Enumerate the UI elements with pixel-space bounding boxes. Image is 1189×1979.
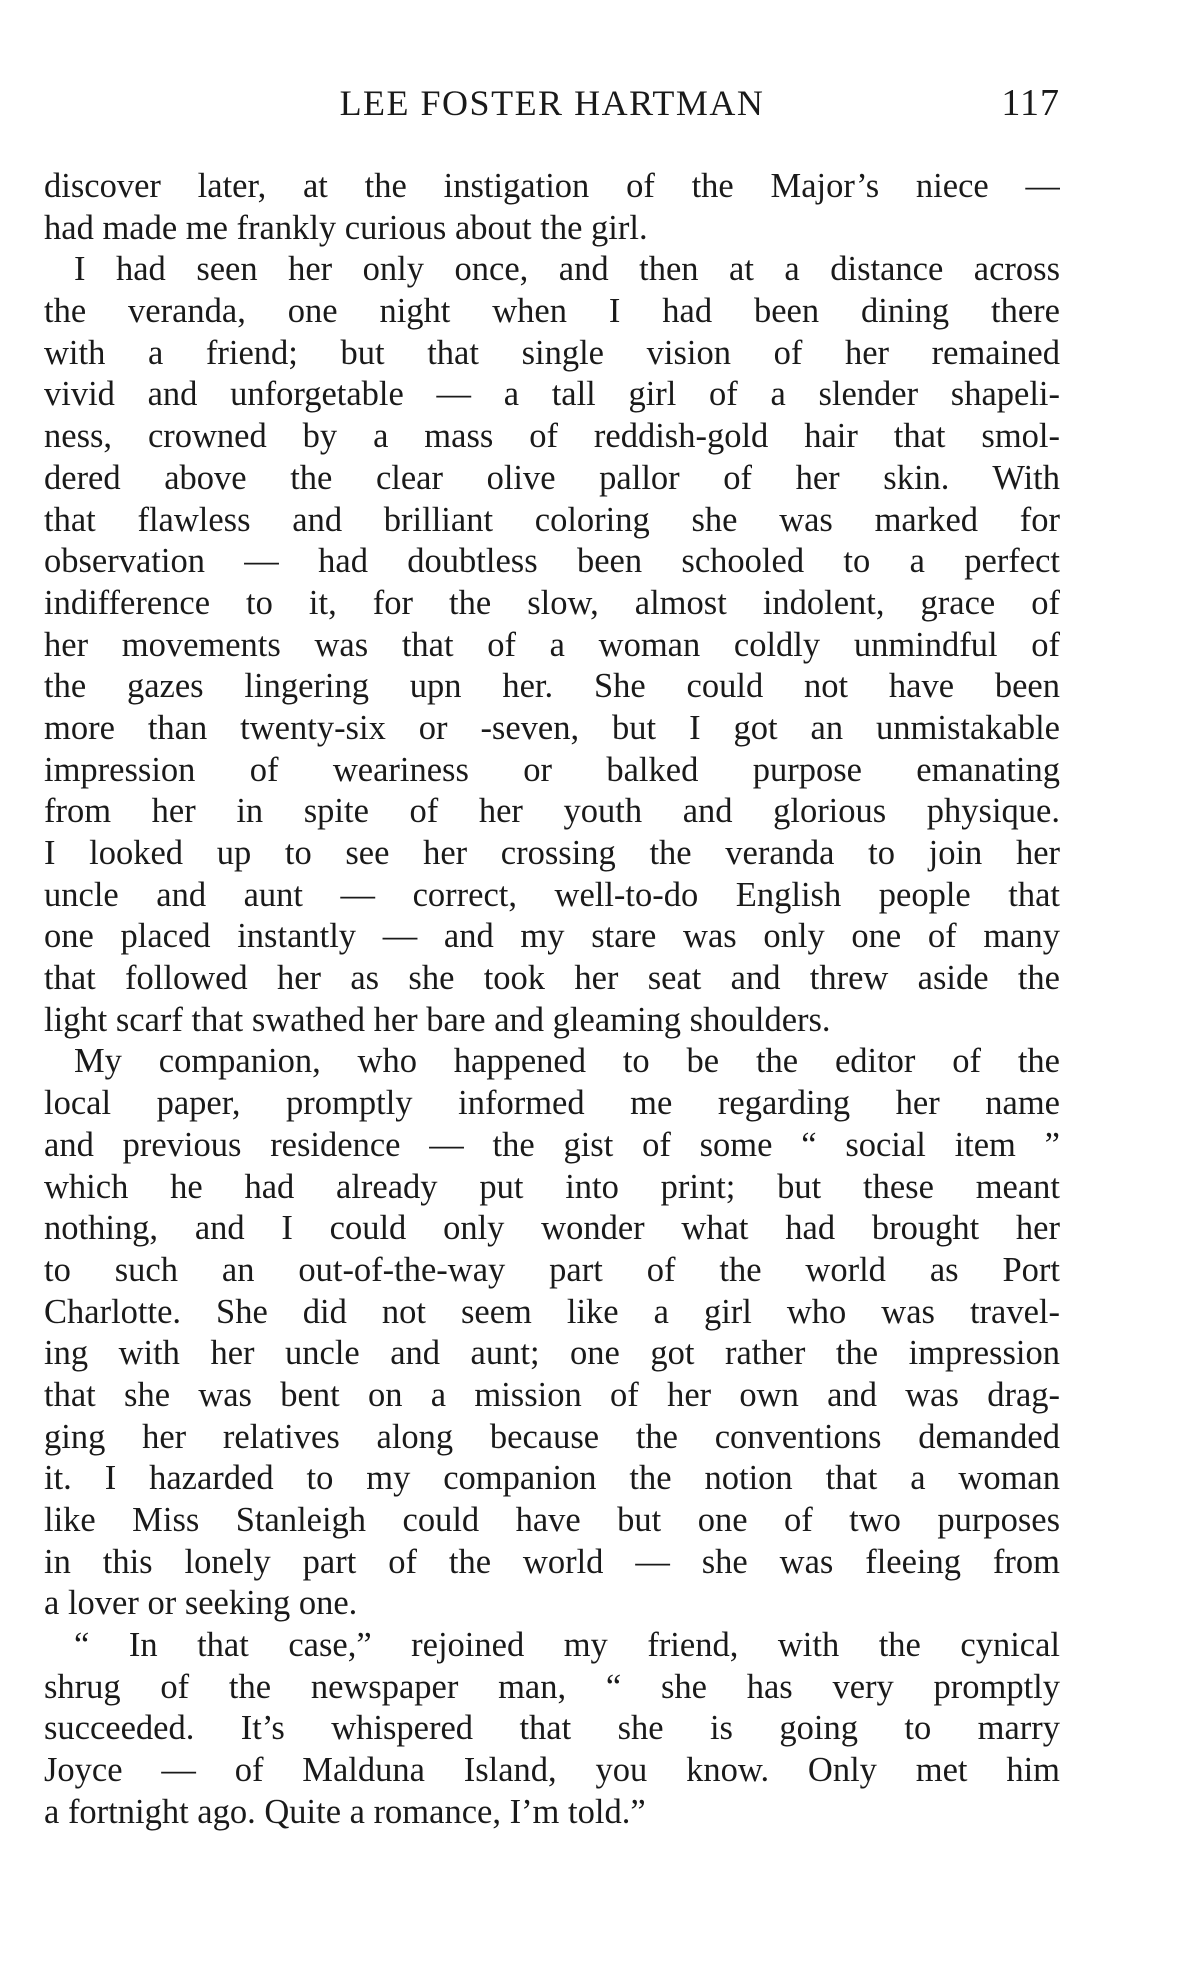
text-line: local paper, promptly informed me regarding her name bbox=[44, 1084, 1060, 1123]
running-title: LEE FOSTER HARTMAN bbox=[339, 83, 765, 123]
text-line: the gazes lingering upn her. She could not have been bbox=[44, 667, 1060, 706]
text-line: My companion, who happened to be the editor of the bbox=[74, 1042, 1060, 1081]
text-line: Joyce — of Malduna Island, you know. Only met him bbox=[44, 1751, 1060, 1790]
text-line: observation — had doubtless been schooled to a perfect bbox=[44, 542, 1060, 581]
text-line: like Miss Stanleigh could have but one of two purposes bbox=[44, 1501, 1060, 1539]
text-line: more than twenty-six or -seven, but I got an unmistakable bbox=[44, 708, 1060, 747]
text-line: to such an out-of-the-way part of the world as Port bbox=[44, 1250, 1060, 1289]
page-number: 117 bbox=[1001, 82, 1060, 124]
text-line: that she was bent on a mission of her own and was drag- bbox=[44, 1375, 1060, 1414]
text-line: uncle and aunt — correct, well-to-do English people that bbox=[44, 875, 1060, 914]
text-line: discover later, at the instigation of the Major’s niece — bbox=[44, 167, 1060, 205]
text-line: impression of weariness or balked purpose emanating bbox=[44, 750, 1060, 789]
text-line: ging her relatives along because the conventions demanded bbox=[44, 1417, 1060, 1456]
text-line: a lover or seeking one. bbox=[44, 1584, 358, 1623]
text-line: nothing, and I could only wonder what had brought her bbox=[44, 1209, 1060, 1248]
text-line: I had seen her only once, and then at a distance across bbox=[74, 250, 1060, 289]
text-line: succeeded. It’s whispered that she is going to marry bbox=[44, 1709, 1060, 1748]
text-line: that followed her as she took her seat and threw aside the bbox=[44, 959, 1060, 998]
text-line: ing with her uncle and aunt; one got rather the impression bbox=[44, 1334, 1060, 1373]
text-line: vivid and unforgetable — a tall girl of a slender shapeli- bbox=[44, 375, 1060, 414]
text-line: the veranda, one night when I had been dining there bbox=[44, 292, 1060, 331]
text-line: a fortnight ago. Quite a romance, I’m told.” bbox=[44, 1792, 646, 1831]
text-line: dered above the clear olive pallor of her skin. With bbox=[44, 458, 1060, 497]
body-text bbox=[44, 166, 1060, 1834]
text-line: her movements was that of a woman coldly unmindful of bbox=[44, 625, 1060, 664]
text-line: that flawless and brilliant coloring she was marked for bbox=[44, 500, 1060, 539]
text-line: I looked up to see her crossing the veranda to join her bbox=[44, 834, 1060, 872]
text-line: it. I hazarded to my companion the notion that a woman bbox=[44, 1459, 1060, 1498]
text-line: “ In that case,” rejoined my friend, with the cynical bbox=[74, 1626, 1060, 1665]
text-line: and previous residence — the gist of some “ social item ” bbox=[44, 1125, 1060, 1164]
text-line: from her in spite of her youth and glorious physique. bbox=[44, 792, 1060, 831]
text-line: light scarf that swathed her bare and gleaming shoulders. bbox=[44, 1000, 831, 1039]
text-line: shrug of the newspaper man, “ she has very promptly bbox=[44, 1667, 1060, 1706]
text-line: Charlotte. She did not seem like a girl who was travel- bbox=[44, 1292, 1060, 1331]
text-line: one placed instantly — and my stare was only one of many bbox=[44, 917, 1060, 956]
text-line: in this lonely part of the world — she was fleeing from bbox=[44, 1542, 1060, 1581]
text-line: with a friend; but that single vision of her remained bbox=[44, 333, 1060, 372]
text-line: had made me frankly curious about the girl. bbox=[44, 208, 648, 247]
text-line: indifference to it, for the slow, almost indolent, grace of bbox=[44, 583, 1060, 622]
text-line: which he had already put into print; but these meant bbox=[44, 1167, 1060, 1206]
text-line: ness, crowned by a mass of reddish-gold hair that smol- bbox=[44, 417, 1060, 456]
running-head bbox=[44, 78, 1060, 128]
